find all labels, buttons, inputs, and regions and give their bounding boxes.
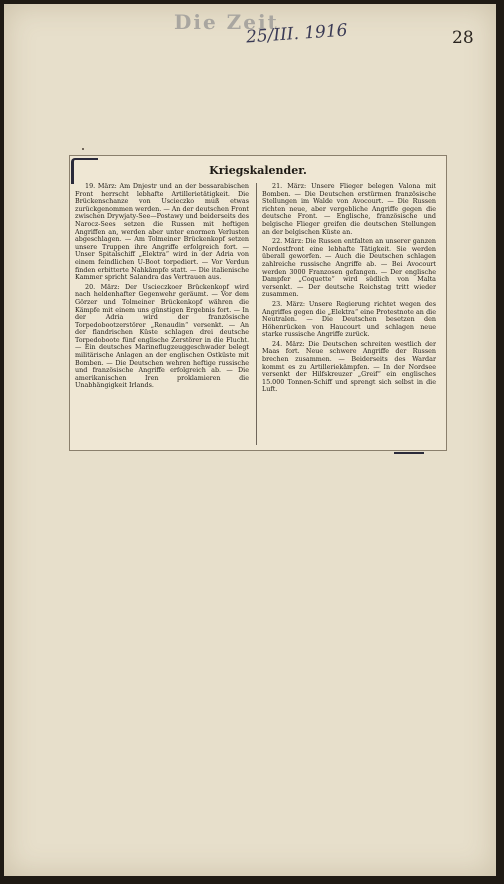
entry-paragraph: 24. März: Die Deutschen schreiten westlich der Maas fort. Neue schwere Angriffe der Russen brechen zusammen. — Beiderseits des Wardar kommt es zu Artilleriekämpfen. — In der Nordsee versenkt der Hilfskreuzer „Greif“ ein englisches 15.000 Tonnen-Schiff und sprengt sich selbst in die Luft. — [262, 339, 436, 394]
entry-paragraph: 22. März: Die Russen entfalten an unserer ganzen Nordostfront eine lebhafte Tätigkeit. Sie werden überall geworfen. — Auch die Deutschen schlagen zahlreiche russische Angriffe ab. — Bei Avocourt werden 3000 Franzosen gefangen. — Der englische Dampfer „Coquette“ wird südlich von Malta versenkt. — Der deutsche Reichstag tritt wieder zusammen. — [262, 237, 436, 299]
pin-hole — [82, 148, 84, 150]
entry-paragraph: 19. März: Am Dnjestr und an der bessarabischen Front herrscht lebhafte Artillerietätigkeit. Die Brückenschanze von Uscieczko muß etwas zurückgenommen werden. — An der deutschen Front zwischen Drywjaty-See—Postawy und beiderseits des Narocz-Sees setzen die Russen mit heftigen Angriffen an, werden aber unter enormen Verlusten abgeschlagen. — Am Tolmeiner Brückenkopf setzen unsere Truppen ihre Angriffe erfolgreich fort. — Unser Spitalschiff „Elektra“ wird in der Adria von einem feindlichen U-Boot torpediert. — Vor Verdun finden erbitterte Nahkämpfe statt. — Die italienische Kammer spricht Salandra das Vertrauen aus. — [75, 183, 249, 282]
right-column — [262, 183, 436, 451]
clipping-title: Kriegskalender. — [209, 164, 307, 177]
masthead: Die Zeit — [174, 10, 279, 34]
entry-paragraph: 21. März: Unsere Flieger belegen Valona mit Bomben. — Die Deutschen erstürmen französische Stellungen im Walde von Avocourt. — Die Russen richten neue, aber vergebliche Angriffe gegen die deutsche Front. — Englische, französische und belgische Flieger greifen die deutschen Stellungen an der belgischen Küste an. — [262, 183, 436, 236]
left-column — [75, 183, 249, 451]
entry-paragraph: 20. März: Der Uscieczkoer Brückenkopf wird nach heldenhafter Gegenwehr geräumt. — Vor dem Görzer und Tolmeiner Brückenkopf währen die Kämpfe mit einem uns günstigen Ergebnis fort. — In der Adria wird der französische Torpedobootzerstörer „Renaudin“ versenkt. — An der flandrischen Küste schlagen drei deutsche Torpedoboote fünf englische Zerstörer in die Flucht. — Ein deutsches Marineflugzeuggeschwader belegt militärische Anlagen an der englischen Ostküste mit Bomben. — Die Deutschen wehren heftige russische und französische Angriffe erfolgreich ab. — Die amerikanischen Iren proklamieren die Unabhängigkeit Irlands. — [75, 282, 249, 390]
entry-paragraph: 23. März: Unsere Regierung richtet wegen des Angriffes gegen die „Elektra“ eine Protestnote an die Neutralen. — Die Deutschen besetzen den Höhenrücken von Haucourt und schlagen neue starke russische Angriffe zurück. — [262, 299, 436, 339]
column-divider — [256, 183, 257, 445]
page-number: 28 — [452, 28, 474, 48]
handwritten-date: 25/III. 1916 — [245, 20, 349, 48]
